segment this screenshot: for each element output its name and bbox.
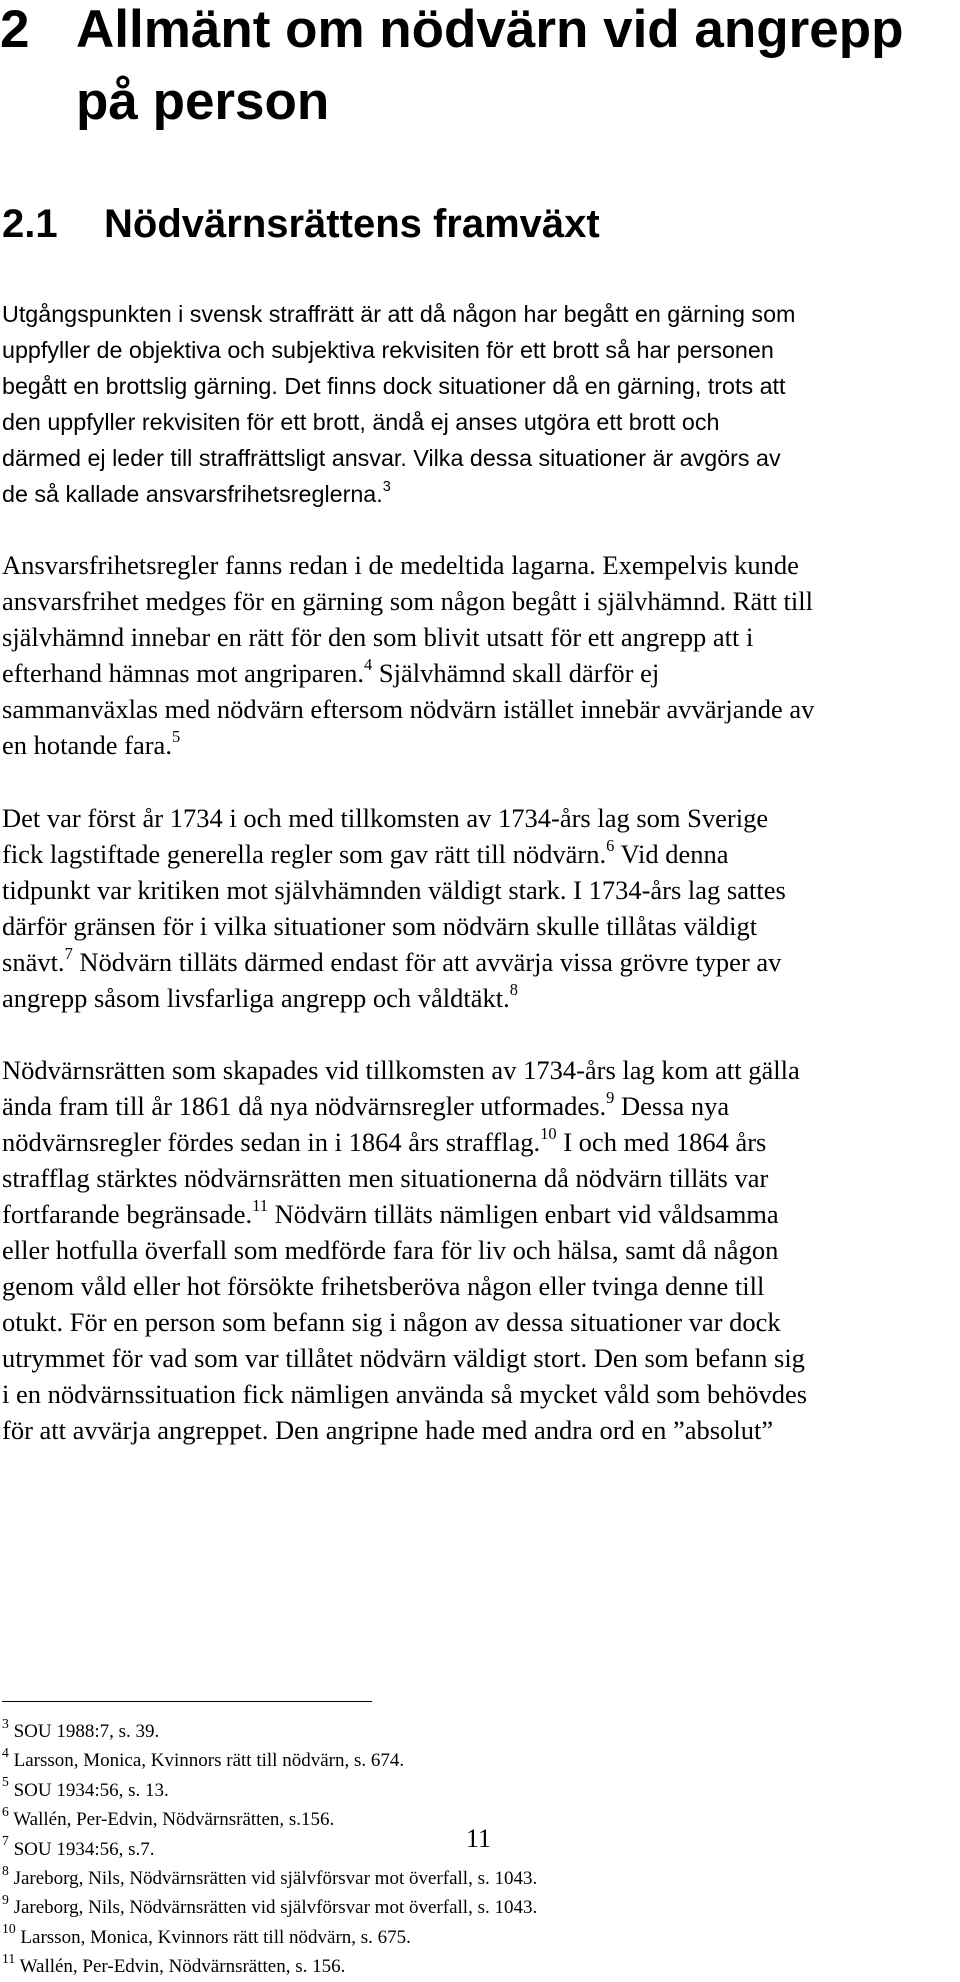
text-segment: Självhämnd skall därför ej [372, 658, 660, 688]
text-line: eller hotfulla överfall som medförde fara för liv och hälsa, samt då någon [2, 1235, 779, 1265]
text-segment: en hotande fara. [2, 730, 172, 760]
footnote-ref[interactable]: 5 [171, 726, 181, 746]
text-line: därmed ej leder till straffrättsligt ansvar. Vilka dessa situationer är avgörs av [2, 445, 781, 471]
text-line: strafflag stärktes nödvärnsrätten men situationerna då nödvärn tilläts var [2, 1163, 769, 1193]
paragraph-2 [2, 547, 952, 763]
text-line [2, 980, 952, 1016]
footnote-item [2, 1805, 902, 1834]
text-line: tidpunkt var kritiken mot självhämnden väldigt stark. I 1734-års lag sattes [2, 875, 786, 905]
footnote-number: 10 [2, 1921, 16, 1937]
text-line: sammanväxlas med nödvärn eftersom nödvärn istället innebär avvärjande av [2, 694, 815, 724]
footnote-item [2, 1776, 902, 1805]
footnote-ref[interactable]: 6 [606, 835, 615, 855]
footnote-item [2, 1717, 902, 1746]
footnote-ref[interactable]: 4 [364, 654, 373, 674]
text-segment: Nödvärn tilläts därmed endast för att avvärja vissa grövre typer av [72, 947, 782, 977]
section-heading [0, 196, 940, 252]
text-segment: Vid denna [614, 839, 729, 869]
footnote-item [2, 1923, 902, 1952]
text-segment: ända fram till år 1861 då nya nödvärnsregler utformades. [2, 1091, 607, 1121]
section-number: 2.1 [2, 202, 58, 246]
footnote-number: 8 [2, 1862, 9, 1878]
footnote-text: SOU 1988:7, s. 39. [13, 1721, 160, 1742]
footnote-item [2, 1893, 902, 1922]
text-segment: efterhand hämnas mot angriparen. [2, 658, 365, 688]
text-line [2, 1196, 952, 1232]
footnote-text: SOU 1934:56, s. 13. [13, 1779, 169, 1801]
footnote-list [2, 1717, 902, 1982]
text-line [2, 655, 952, 691]
footnote-number: 6 [2, 1803, 9, 1819]
text-line [2, 727, 952, 763]
text-line: i en nödvärnssituation fick nämligen använda så mycket våld som behövdes [2, 1379, 808, 1409]
text-segment: snävt. [2, 947, 65, 977]
text-segment: I och med 1864 års [556, 1127, 767, 1157]
footnote-ref[interactable]: 9 [606, 1087, 615, 1107]
text-line: ansvarsfrihet medges för en gärning som någon begått i självhämnd. Rätt till [2, 586, 814, 616]
text-line [2, 1088, 952, 1124]
footnote-ref[interactable]: 3 [382, 479, 391, 496]
footnote-text: SOU 1934:56, s.7. [13, 1838, 155, 1860]
text-line: Nödvärnsrätten som skapades vid tillkomsten av 1734-års lag kom att gälla [2, 1055, 800, 1085]
footnote-ref[interactable]: 8 [509, 979, 518, 999]
footnote-number: 5 [2, 1774, 9, 1790]
section-title: Nödvärnsrättens framväxt [104, 202, 600, 246]
footnote-ref[interactable]: 11 [252, 1195, 268, 1215]
footnote-text: Wallén, Per-Edvin, Nödvärnsrätten, s. 156. [19, 1956, 346, 1978]
text-line: självhämnd innebar en rätt för den som blivit utsatt för ett angrepp att i [2, 622, 754, 652]
paragraph-3 [2, 800, 952, 1016]
footnote-text: Larsson, Monica, Kvinnors rätt till nödvärn, s. 675. [20, 1926, 411, 1948]
text-segment: angrepp såsom livsfarliga angrepp och våldtäkt. [2, 983, 510, 1013]
footnote-text: Jareborg, Nils, Nödvärnsrätten vid självförsvar mot överfall, s. 1043. [13, 1897, 538, 1919]
text-line: uppfyller de objektiva och subjektiva rekvisiten för ett brott så har personen [2, 337, 774, 363]
text-line: genom våld eller hot försökte frihetsberöva någon eller tvinga denne till [2, 1271, 765, 1301]
text-line: otukt. För en person som befann sig i någon av dessa situationer var dock [2, 1307, 781, 1337]
footnote-number: 7 [2, 1833, 9, 1849]
text-line: för att avvärja angreppet. Den angripne hade med andra ord en ”absolut” [2, 1415, 774, 1445]
footnote-number: 4 [2, 1745, 9, 1761]
footnote-number: 3 [2, 1715, 9, 1731]
paragraph-4 [2, 1052, 952, 1448]
text-line [2, 944, 952, 980]
text-line: Utgångspunkten i svensk straffrätt är att då någon har begått en gärning som [2, 301, 796, 327]
chapter-heading [0, 0, 940, 138]
footnote-item [2, 1952, 902, 1981]
footnote-item [2, 1746, 902, 1775]
text-segment: de så kallade ansvarsfrihetsreglerna. [2, 481, 383, 507]
footnote-item [2, 1864, 902, 1893]
text-line [2, 476, 952, 512]
text-line [2, 1124, 952, 1160]
text-segment: Nödvärn tilläts nämligen enbart vid våldsamma [267, 1199, 779, 1229]
chapter-number: 2 [0, 0, 30, 59]
footnote-divider [2, 1701, 372, 1702]
text-segment: nödvärnsregler fördes sedan in i 1864 års strafflag. [2, 1127, 541, 1157]
text-line: Det var först år 1734 i och med tillkomsten av 1734-års lag som Sverige [2, 803, 769, 833]
text-segment: fortfarande begränsade. [2, 1199, 253, 1229]
footnote-text: Jareborg, Nils, Nödvärnsrätten vid självförsvar mot överfall, s. 1043. [13, 1868, 538, 1890]
footnote-ref[interactable]: 10 [540, 1123, 557, 1143]
text-line: Ansvarsfrihetsregler fanns redan i de medeltida lagarna. Exempelvis kunde [2, 550, 799, 580]
footnote-number: 9 [2, 1892, 9, 1908]
text-line: utrymmet för vad som var tillåtet nödvärn väldigt stort. Den som befann sig [2, 1343, 805, 1373]
footnote-number: 11 [2, 1950, 16, 1966]
footnote-ref[interactable]: 7 [64, 943, 73, 963]
footnote-text: Larsson, Monica, Kvinnors rätt till nödvärn, s. 674. [13, 1750, 405, 1772]
page-number: 11 [466, 1824, 492, 1853]
text-line: begått en brottslig gärning. Det finns dock situationer då en gärning, trots att [2, 373, 786, 399]
paragraph-1 [2, 296, 952, 512]
text-segment: Dessa nya [614, 1091, 730, 1121]
text-line: den uppfyller rekvisiten för ett brott, ändå ej anses utgöra ett brott och [2, 409, 720, 435]
text-line [2, 836, 952, 872]
text-segment: fick lagstiftade generella regler som gav rätt till nödvärn. [2, 839, 607, 869]
text-line: därför gränsen för i vilka situationer som nödvärn skulle tillåtas väldigt [2, 911, 758, 941]
footnote-text: Wallén, Per-Edvin, Nödvärnsrätten, s.156. [13, 1809, 335, 1831]
chapter-title: Allmänt om nödvärn vid angrepp på person [76, 0, 904, 131]
footnote-item [2, 1835, 902, 1864]
